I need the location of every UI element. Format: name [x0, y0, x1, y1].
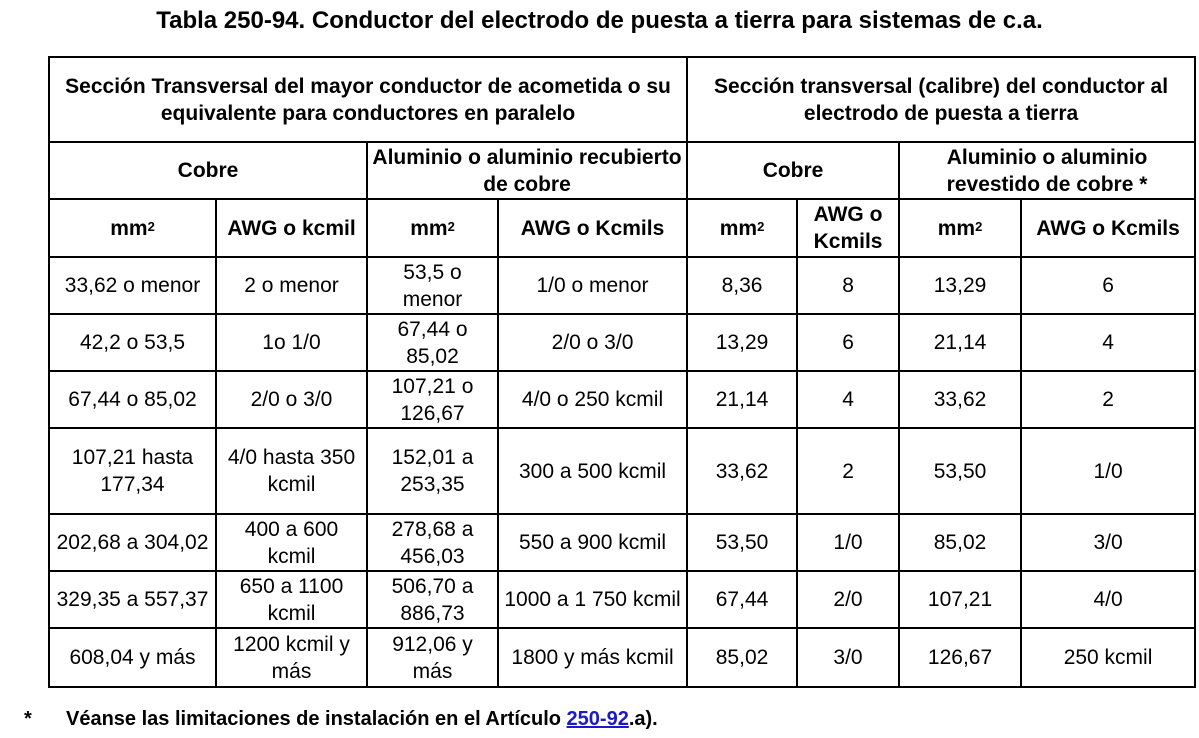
table-cell: 21,14 [687, 371, 797, 428]
table-cell: 4/0 hasta 350 kcmil [216, 428, 367, 514]
header-awg-kcmil: AWG o kcmil [216, 199, 367, 257]
table-cell: 85,02 [899, 514, 1021, 571]
header-cobre-grounding: Cobre [687, 142, 899, 199]
table-cell: 126,67 [899, 628, 1021, 687]
footnote-text-end: .a). [628, 708, 658, 730]
table-cell: 21,14 [899, 314, 1021, 371]
table-cell: 400 a 600 kcmil [216, 514, 367, 571]
header-cobre-service: Cobre [49, 142, 367, 199]
table-title: Tabla 250-94. Conductor del electrodo de puesta a tierra para sistemas de c.a. [156, 7, 1043, 34]
header-service-conductor: Sección Transversal del mayor conductor de acometida o su equivalente para conductores en paralelo [49, 57, 687, 142]
table-row [49, 257, 1195, 314]
table-cell: 650 a 1100 kcmil [216, 571, 367, 628]
table-cell: 2/0 [797, 571, 899, 628]
table-cell: 3/0 [797, 628, 899, 687]
table-row [49, 428, 1195, 514]
table-cell: 152,01 a 253,35 [367, 428, 498, 514]
table-cell: 8,36 [687, 257, 797, 314]
table-cell: 6 [1021, 257, 1195, 314]
table-cell: 202,68 a 304,02 [49, 514, 216, 571]
table-cell: 67,44 o 85,02 [367, 314, 498, 371]
table-cell: 550 a 900 kcmil [498, 514, 687, 571]
table-cell: 278,68 a 456,03 [367, 514, 498, 571]
table-cell: 67,44 o 85,02 [49, 371, 216, 428]
table-cell: 4/0 [1021, 571, 1195, 628]
table-cell: 42,2 o 53,5 [49, 314, 216, 371]
table-cell: 107,21 [899, 571, 1021, 628]
table-cell: 1/0 [797, 514, 899, 571]
table-cell: 107,21 o 126,67 [367, 371, 498, 428]
table-row [49, 628, 1195, 687]
header-aluminio-grounding: Aluminio o aluminio revestido de cobre * [899, 142, 1195, 199]
header-mm2: $mm^2$ [687, 199, 797, 257]
header-aluminio-service: Aluminio o aluminio recubierto de cobre [367, 142, 687, 199]
header-mm2: $mm^2$ [49, 199, 216, 257]
table-cell: 2/0 o 3/0 [498, 314, 687, 371]
footnote [24, 706, 658, 732]
table-cell: 67,44 [687, 571, 797, 628]
table-cell: 6 [797, 314, 899, 371]
table-cell: 13,29 [687, 314, 797, 371]
table-cell: 4/0 o 250 kcmil [498, 371, 687, 428]
table-cell: 2 [797, 428, 899, 514]
table-cell: 13,29 [899, 257, 1021, 314]
table-cell: 107,21 hasta 177,34 [49, 428, 216, 514]
table-cell: 33,62 [899, 371, 1021, 428]
article-link[interactable]: 250-92 [566, 708, 629, 730]
table-cell: 1/0 o menor [498, 257, 687, 314]
table-cell: 300 a 500 kcmil [498, 428, 687, 514]
table-row [49, 371, 1195, 428]
table-cell: 1200 kcmil y más [216, 628, 367, 687]
table-cell: 8 [797, 257, 899, 314]
table-cell: 33,62 o menor [49, 257, 216, 314]
header-grounding-conductor: Sección transversal (calibre) del conductor al electrodo de puesta a tierra [687, 57, 1195, 142]
table-cell: 53,50 [687, 514, 797, 571]
table-cell: 33,62 [687, 428, 797, 514]
table-cell: 53,50 [899, 428, 1021, 514]
table-cell: 1o 1/0 [216, 314, 367, 371]
footnote-marker: * [24, 708, 32, 730]
table-row [49, 571, 1195, 628]
header-awg-kcmils: AWG o Kcmils [498, 199, 687, 257]
table-cell: 608,04 y más [49, 628, 216, 687]
table-row [49, 314, 1195, 371]
table-cell: 1000 a 1 750 kcmil [498, 571, 687, 628]
table-cell: 2 [1021, 371, 1195, 428]
grounding-conductor-table [48, 56, 1196, 688]
table-cell: 1800 y más kcmil [498, 628, 687, 687]
footnote-text: Véanse las limitaciones de instalación en el Artículo [66, 708, 567, 730]
header-mm2: $mm^2$ [899, 199, 1021, 257]
table-cell: 1/0 [1021, 428, 1195, 514]
table-cell: 912,06 y más [367, 628, 498, 687]
table-row [49, 514, 1195, 571]
table-cell: 4 [1021, 314, 1195, 371]
table-cell: 85,02 [687, 628, 797, 687]
table-cell: 250 kcmil [1021, 628, 1195, 687]
table-cell: 53,5 o menor [367, 257, 498, 314]
table-cell: 506,70 a 886,73 [367, 571, 498, 628]
table-cell: 4 [797, 371, 899, 428]
header-mm2: $mm^2$ [367, 199, 498, 257]
header-awg-kcmils: AWG o Kcmils [797, 199, 899, 257]
table-cell: 2 o menor [216, 257, 367, 314]
table-cell: 3/0 [1021, 514, 1195, 571]
table-cell: 2/0 o 3/0 [216, 371, 367, 428]
table-cell: 329,35 a 557,37 [49, 571, 216, 628]
header-awg-kcmils: AWG o Kcmils [1021, 199, 1195, 257]
